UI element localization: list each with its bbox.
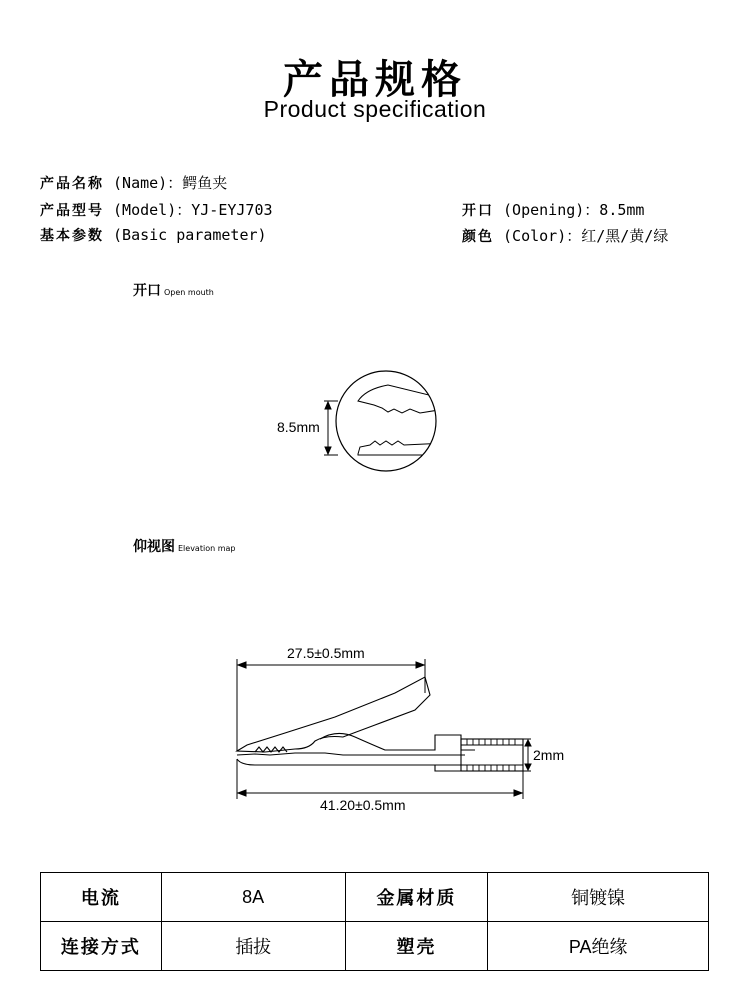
opening-label-cn: 开口: [133, 283, 161, 299]
spec-opening-key: 开口: [462, 203, 494, 219]
spec-name: [40, 172, 227, 193]
spec-opening-value: (Opening)：8.5mm: [503, 201, 645, 219]
opening-section-label: [133, 280, 214, 300]
params-table: [40, 872, 709, 971]
table-cell: 连接方式: [41, 922, 162, 971]
spec-color-key: 颜色: [462, 229, 494, 245]
table-cell: 8A: [161, 873, 345, 922]
elevation-label-en: Elevation map: [178, 544, 236, 553]
table-row: [41, 922, 709, 971]
spec-name-value: (Name)：鳄鱼夹: [113, 174, 228, 192]
side-dimension: 2mm: [533, 747, 565, 763]
spec-color-value: (Color)：红/黑/黄/绿: [503, 227, 669, 245]
elevation-label-cn: 仰视图: [133, 539, 175, 555]
page-title: 产品规格: [283, 56, 467, 103]
spec-basic: [40, 225, 267, 245]
top-dimension-line: [237, 659, 425, 751]
spec-basic-key: 基本参数: [40, 228, 104, 244]
side-dimension-line: [523, 739, 531, 771]
elevation-section-label: [133, 536, 235, 556]
page-subtitle: Product specification: [263, 96, 487, 122]
bottom-dimension: 41.20±0.5mm: [320, 797, 406, 813]
spec-name-key: 产品名称: [40, 176, 104, 192]
table-cell: 金属材质: [345, 873, 488, 922]
spec-model-value: (Model)：YJ-EYJ703: [113, 201, 273, 219]
clip-body: [237, 677, 523, 771]
table-cell: 铜镀镍: [488, 873, 709, 922]
detail-circle: [336, 371, 436, 471]
table-cell: PA绝缘: [488, 922, 709, 971]
jaw-closeup: [358, 385, 445, 455]
table-cell: 电流: [41, 873, 162, 922]
spec-basic-value: (Basic parameter): [113, 226, 267, 244]
opening-dimension: 8.5mm: [277, 419, 320, 435]
table-cell: 塑壳: [345, 922, 488, 971]
table-row: [41, 873, 709, 922]
spec-model: [40, 199, 273, 220]
table-cell: 插拔: [161, 922, 345, 971]
spec-opening: [462, 199, 644, 220]
opening-label-en: Open mouth: [164, 288, 214, 297]
spec-color: [462, 225, 668, 246]
spec-model-key: 产品型号: [40, 203, 104, 219]
top-dimension: 27.5±0.5mm: [287, 645, 365, 661]
elevation-diagram: [225, 655, 555, 805]
barrel-ribs: [467, 739, 515, 771]
